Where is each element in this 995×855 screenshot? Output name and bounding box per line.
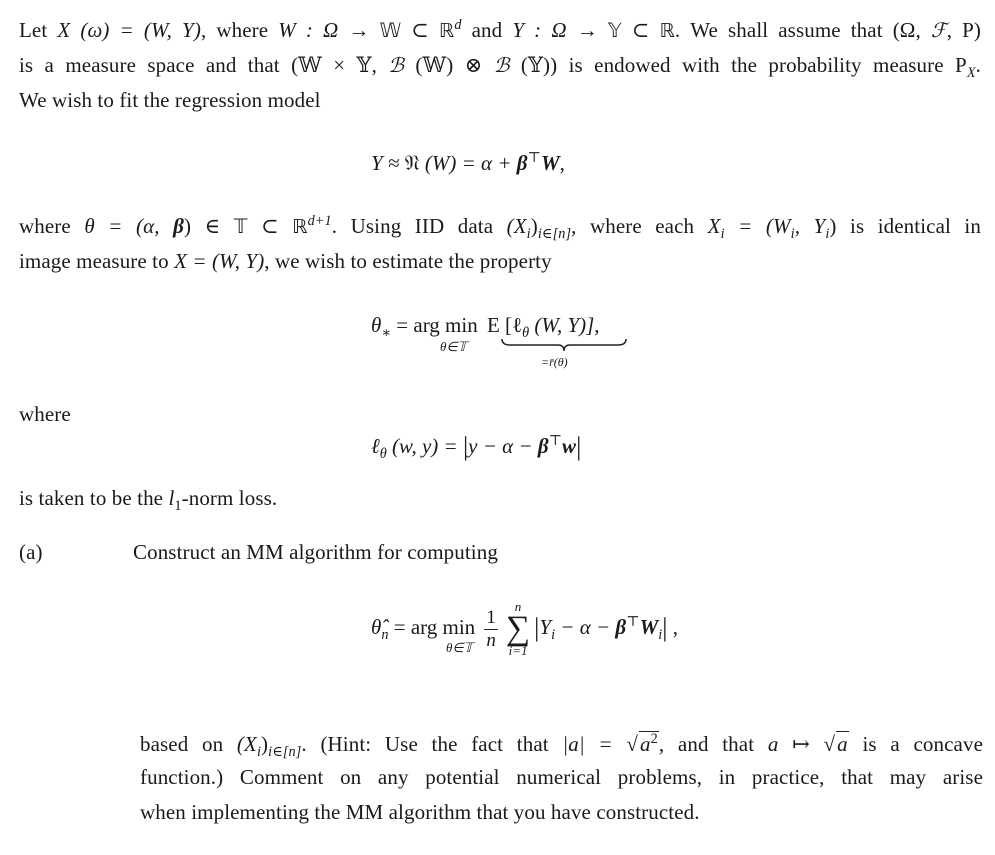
underbrace-icon (500, 337, 628, 353)
denominator: n (486, 629, 496, 651)
superscript-d: d (454, 17, 462, 33)
math: ) (829, 214, 837, 238)
text: is identical in (836, 214, 981, 238)
math-theta-hat: θ̂ (371, 614, 382, 639)
math: (X (236, 732, 257, 756)
math-mid: (W) = α + (419, 151, 517, 175)
math-close: (𝕐)) (509, 53, 558, 77)
transpose-symbol: ⊤ (548, 433, 563, 449)
math-l: l (168, 486, 175, 510)
calligraphic-B: ℬ (388, 53, 405, 77)
text: . Using IID data (331, 214, 507, 238)
subscript-i: i (658, 627, 663, 643)
paragraph1-line2 (19, 53, 981, 82)
math: y − α − (468, 434, 538, 458)
text: is taken to be the (19, 486, 169, 510)
math-Y-map: Y : Ω → (512, 18, 608, 42)
math-maps-to-sqrt: a ↦ √ (767, 732, 836, 756)
text: , and that (658, 732, 768, 756)
math-subset: ⊂ (401, 18, 439, 42)
blackboard-T: 𝕋 (233, 215, 248, 238)
underbrace-label: =r̄(θ) (541, 355, 568, 369)
calligraphic-B: ℬ (493, 53, 510, 77)
bold-beta: β (516, 151, 528, 175)
transpose-symbol: ⊤ (626, 613, 640, 630)
radicand: a (837, 732, 848, 756)
math-in: ) ∈ (183, 214, 234, 238)
subscript-theta: θ (522, 325, 530, 342)
subscript-i: i (551, 627, 556, 643)
fraktur-R: 𝔑 (404, 151, 420, 175)
sum-lower: i=1 (508, 643, 528, 658)
argmin-operator: arg min (410, 614, 476, 639)
subscript-X: X (966, 65, 976, 82)
text: image measure to (19, 249, 175, 273)
argmin-operator: arg min (413, 313, 478, 337)
math: (X (506, 214, 527, 238)
where-label: where (19, 402, 71, 426)
subscript-star: ∗ (381, 325, 392, 342)
subscript: i (526, 226, 531, 243)
punct: , (594, 313, 600, 337)
subscript-n: n (381, 627, 389, 643)
math-W-map: W : Ω → (278, 18, 380, 42)
subscript: i (790, 226, 795, 243)
subscript-theta: θ (379, 446, 387, 463)
part-a-label: (a) (19, 540, 43, 564)
text: . We shall assume that (674, 18, 893, 42)
math: (W, Y)] (529, 313, 595, 337)
expectation: E [ℓ (486, 313, 523, 337)
math-X-def: X = (W, Y) (174, 249, 265, 273)
math-lhs: Y ≈ (371, 151, 405, 175)
text: -norm loss. (181, 486, 278, 510)
blackboard-R: ℝ (659, 19, 675, 42)
superscript-d-plus-1: d+1 (307, 213, 332, 229)
math-product-space: (𝕎 × 𝕐, (291, 53, 389, 77)
equation-theta-hat: $\thetâ_n$ = arg min $\frac{1}{n}$ n ∑ i=1 $|Y_i - \alpha - \beta^⊤W_i|$ , (371, 599, 678, 658)
text: , where each (571, 214, 708, 238)
equation-loss: ℓ$_\theta$ (w, y) = |y − α − β⊤w| (371, 432, 582, 463)
math-ell: ℓ (371, 434, 380, 458)
text: is endowed with the probability measure (557, 53, 956, 77)
math: − α − (555, 614, 616, 639)
part-a-body-line1 (140, 731, 983, 761)
math-subset: ⊂ (247, 214, 293, 238)
equation-theta-star (371, 313, 600, 342)
sigma-icon: ∑ (505, 610, 531, 647)
text: Let (19, 18, 58, 42)
equals: = (388, 614, 411, 639)
text: is a concave (848, 732, 983, 756)
bold-W: W (540, 151, 560, 175)
transpose-symbol: ⊤ (527, 150, 541, 166)
text: is a measure space and that (19, 53, 292, 77)
blackboard-Y: 𝕐 (607, 19, 622, 42)
math: ) (530, 214, 538, 238)
subscript-1: 1 (174, 498, 182, 515)
math-abs-sqrt: |a| = √ (562, 732, 639, 756)
subscript-index-range: i∈[n] (268, 744, 302, 761)
bold-W: W (639, 614, 659, 639)
fraction-1-over-n (484, 607, 498, 652)
math-X-omega: X (ω) = (W, Y) (57, 18, 201, 42)
blackboard-W: 𝕎 (379, 19, 402, 42)
math-triple-open: (Ω, (892, 18, 931, 42)
math: = (W (724, 214, 791, 238)
text: , where (200, 18, 279, 42)
punct: , (667, 614, 678, 639)
subscript: i (720, 226, 725, 243)
argmin-subscript: θ∈𝕋 (440, 339, 467, 354)
radicand (639, 731, 659, 757)
part-a-body-line3: when implementing the MM algorithm that you have constructed. (140, 800, 700, 824)
math-triple-close: , P) (946, 18, 981, 42)
calligraphic-F: ℱ (930, 18, 947, 42)
loss-note (19, 486, 278, 515)
text: where (19, 214, 85, 238)
math: X (707, 214, 721, 238)
blackboard-R: ℝ (292, 215, 308, 238)
superscript-2: 2 (650, 731, 658, 747)
summation (506, 600, 530, 658)
math-P: P (955, 53, 967, 77)
equation-regression-model (371, 151, 565, 176)
subscript: i (825, 226, 830, 243)
equals: = (391, 313, 414, 337)
text: based on (140, 732, 237, 756)
paragraph1-line3: We wish to fit the regression model (19, 88, 321, 112)
argmin-subscript: θ∈𝕋 (446, 640, 473, 655)
math: , Y (794, 214, 826, 238)
subscript-index-range: i∈[n] (537, 226, 572, 243)
math: (w, y) = (386, 434, 463, 458)
text: . (Hint: Use the fact that (301, 732, 563, 756)
bold-beta: β (537, 434, 549, 458)
part-a-intro: Construct an MM algorithm for computing (133, 540, 498, 564)
math-subset: ⊂ (621, 18, 660, 42)
paragraph2-line1 (19, 213, 981, 243)
bold-beta: β (615, 614, 627, 639)
blackboard-R: ℝ (438, 19, 455, 42)
bold-beta: β (173, 214, 184, 238)
bold-w: w (562, 434, 577, 458)
punct: , (559, 151, 565, 175)
text: , we wish to estimate the property (264, 249, 552, 273)
text: . (975, 53, 981, 77)
math: ) (261, 732, 269, 756)
numerator: 1 (486, 606, 496, 628)
part-a-body-line2: function.) Comment on any potential numerical problems, in practice, that may arise (140, 765, 983, 789)
sum-upper: n (514, 599, 522, 614)
math-theta: θ = (α, (84, 214, 174, 238)
paragraph2-line2 (19, 249, 552, 274)
math-Y: Y (539, 614, 552, 639)
math-a: a (640, 732, 651, 756)
text: and (461, 18, 513, 42)
math-theta: θ (371, 313, 382, 337)
math-otimes: (𝕎) ⊗ (404, 53, 494, 77)
paragraph1-line1 (19, 18, 981, 43)
subscript: i (256, 744, 262, 761)
